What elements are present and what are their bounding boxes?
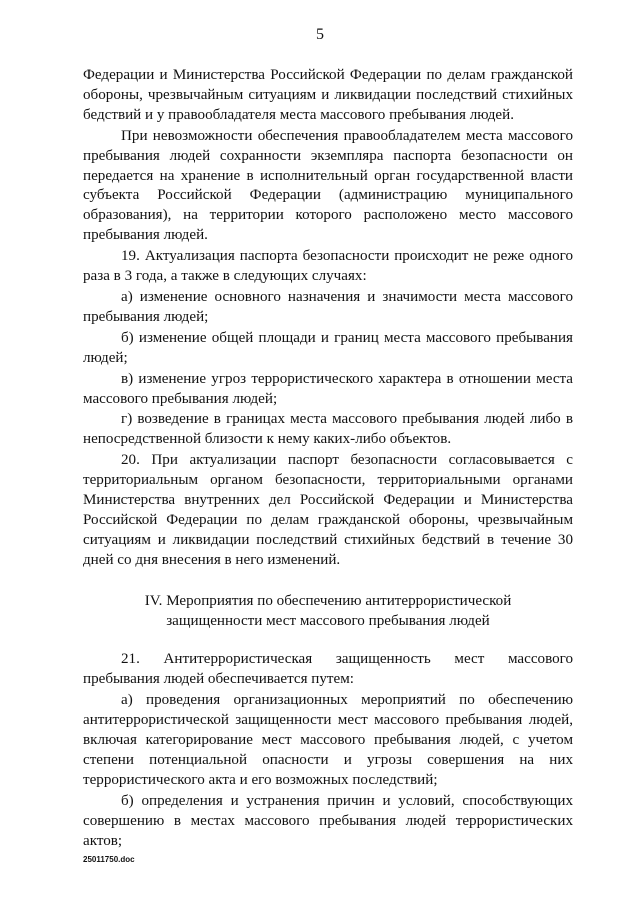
paragraph-continuation: Федерации и Министерства Российской Федерации по делам гражданской обороны, чрезвычайным ситуациям и ликвидации последствий стихийных бедствий и у правообладателя места массового пребывания людей. bbox=[83, 67, 573, 123]
paragraph-19-a: а) изменение основного назначения и значимости места массового пребывания людей; bbox=[83, 288, 573, 325]
section-heading bbox=[83, 592, 573, 632]
paragraph-21-b: б) определения и устранения причин и условий, способствующих совершению в местах массового пребывания людей террористических актов; bbox=[83, 792, 573, 849]
section-heading-line-2: защищенности мест массового пребывания людей bbox=[166, 612, 490, 629]
paragraph-19-b: б) изменение общей площади и границ места массового пребывания людей; bbox=[83, 329, 573, 366]
paragraph-20: 20. При актуализации паспорт безопасности согласовывается с территориальным органом безопасности, территориальными органами Министерства внутренних дел Российской Федерации и Министерства Российской Федерации по делам гражданской обороны, чрезвычайным ситуациям и ликвидации последствий стихийных бедствий в течение 30 дней со дня внесения в него изменений. bbox=[83, 452, 573, 568]
paragraph-19-v: в) изменение угроз террористического характера в отношении места массового пребывания людей; bbox=[83, 370, 573, 407]
paragraph-19-g: г) возведение в границах места массового пребывания людей либо в непосредственной близости к нему каких-либо объектов. bbox=[83, 411, 573, 448]
paragraph-19: 19. Актуализация паспорта безопасности происходит не реже одного раза в 3 года, а также в следующих случаях: bbox=[83, 248, 573, 285]
section-heading-line-1: IV. Мероприятия по обеспечению антитеррористической bbox=[144, 592, 512, 609]
document-body bbox=[83, 66, 573, 852]
paragraph-21: 21. Антитеррористическая защищенность мест массового пребывания людей обеспечивается путем: bbox=[83, 651, 573, 688]
document-file-code: 25011750.doc bbox=[83, 855, 135, 864]
page-number: 5 bbox=[316, 26, 324, 43]
paragraph-passport-storage: При невозможности обеспечения правообладателем места массового пребывания людей сохранности экземпляра паспорта безопасности он передается на хранение в исполнительный орган государственной власти субъекта Российской Федерации (администрацию муниципального образования), на территории которого расположено место массового пребывания людей. bbox=[83, 127, 573, 244]
paragraph-21-a: а) проведения организационных мероприятий по обеспечению антитеррористической защищенности мест массового пребывания людей, включая категорирование мест массового пребывания людей, с учетом степени потенциальной опасности и угрозы совершения на них террористического акта и его возможных последствий; bbox=[83, 692, 573, 788]
